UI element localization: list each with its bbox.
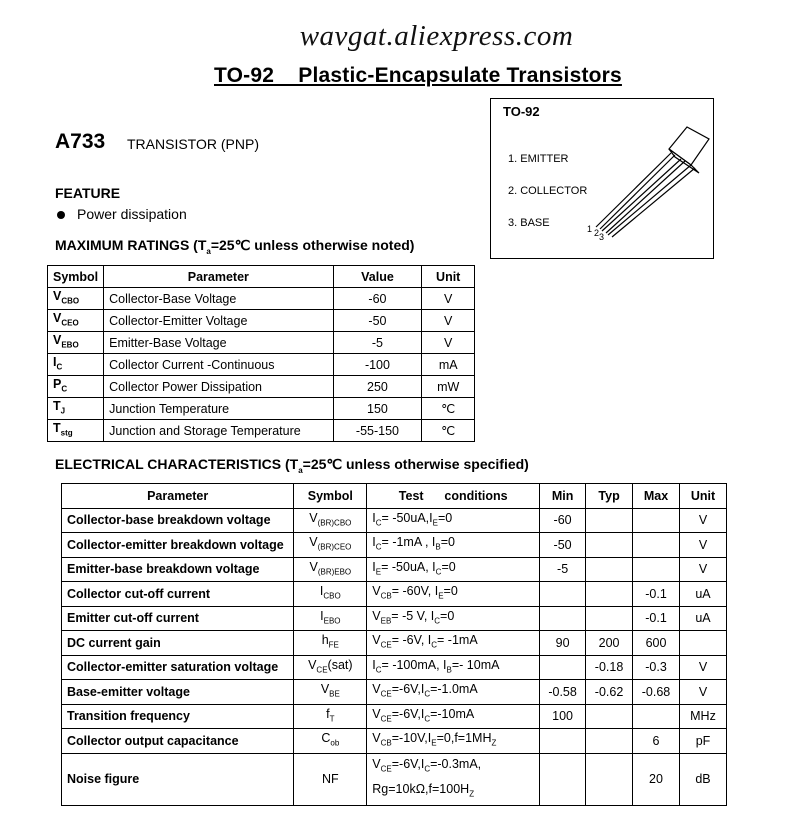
symbol-cell	[48, 420, 104, 442]
unit-cell: ℃	[422, 398, 475, 420]
parameter-cell: Junction and Storage Temperature	[104, 420, 333, 442]
value-cell: -50	[333, 310, 422, 332]
col-header-unit: Unit	[422, 266, 475, 288]
condition-sub: C	[434, 616, 441, 625]
symbol-main: I	[319, 584, 324, 598]
pin-label-collector: 2. COLLECTOR	[508, 185, 588, 197]
condition-text: I	[372, 657, 376, 672]
symbol-main: T	[53, 420, 61, 435]
condition-sub: EB	[380, 616, 392, 625]
table-row	[62, 680, 727, 705]
table-row	[62, 655, 727, 680]
max-ratings-title-pre: MAXIMUM RATINGS (T	[55, 237, 207, 253]
max-ratings-title-sub: a	[206, 246, 211, 256]
symbol-main: V	[53, 332, 62, 347]
min-cell: 100	[540, 704, 586, 729]
elec-header-row	[62, 484, 727, 509]
table-row	[48, 398, 475, 420]
condition-text: =-0.3mA,	[430, 756, 482, 771]
symbol-cell	[294, 655, 367, 680]
unit-cell: V	[679, 508, 726, 533]
condition-text: = -100mA, I	[381, 657, 447, 672]
condition-text: = -60V, I	[391, 584, 439, 598]
typ-cell	[586, 753, 633, 805]
symbol-main: T	[53, 398, 61, 413]
condition-text: I	[372, 535, 376, 549]
condition-text: =0	[440, 608, 455, 623]
col-header-symbol: Symbol	[294, 484, 367, 509]
condition-sub: C	[435, 567, 442, 576]
symbol-main: V	[309, 535, 318, 549]
lead-3-edge-b	[612, 168, 695, 237]
symbol-sub: T	[329, 714, 335, 723]
pin-number-1: 1	[587, 224, 593, 234]
unit-cell: V	[679, 533, 726, 558]
condition-text: V	[372, 682, 381, 696]
condition-sub: B	[446, 665, 452, 674]
elec-title-post: =25℃ unless otherwise specified)	[302, 456, 529, 472]
max-cell: 6	[633, 729, 680, 754]
feature-item	[55, 206, 187, 222]
value-cell: -5	[333, 332, 422, 354]
condition-text: =-6V,I	[391, 706, 425, 721]
symbol-sub: EBO	[323, 616, 341, 625]
symbol-cell	[48, 354, 104, 376]
typ-cell	[586, 704, 633, 729]
lead-1-edge-a	[596, 153, 671, 227]
symbol-sub: CE	[316, 665, 328, 674]
unit-cell	[679, 631, 726, 656]
parameter-cell: Collector output capacitance	[62, 729, 294, 754]
symbol-sub: (BR)CBO	[317, 518, 352, 527]
electrical-characteristics-table	[61, 483, 727, 806]
table-row	[62, 631, 727, 656]
max-cell: 600	[633, 631, 680, 656]
condition-cell	[367, 582, 540, 607]
unit-cell: mA	[422, 354, 475, 376]
min-cell	[540, 606, 586, 631]
condition-text: =0	[441, 559, 456, 574]
condition-cell	[367, 704, 540, 729]
unit-cell: MHz	[679, 704, 726, 729]
unit-cell: V	[679, 557, 726, 582]
symbol-cell	[48, 398, 104, 420]
symbol-sub: FE	[328, 640, 339, 650]
package-body-top	[669, 127, 709, 165]
condition-sub: CB	[380, 738, 392, 748]
table-row	[62, 533, 727, 558]
package-box	[490, 98, 714, 259]
condition-text: =-6V,I	[391, 756, 425, 771]
symbol-main: V	[320, 682, 330, 696]
unit-cell: ℃	[422, 420, 475, 442]
typ-cell	[586, 606, 633, 631]
condition-cell	[367, 655, 540, 680]
typ-cell: -0.62	[586, 680, 633, 705]
condition-cell	[367, 631, 540, 656]
pin-number-3: 3	[599, 232, 605, 242]
condition-sub: CE	[380, 714, 392, 723]
symbol-cell	[294, 582, 367, 607]
col-header-typ: Typ	[586, 484, 633, 509]
condition-sub: CE	[380, 689, 392, 699]
condition-line-2	[372, 779, 534, 805]
condition-sub: Z	[491, 738, 497, 748]
condition-cell	[367, 557, 540, 582]
col-header-parameter: Parameter	[104, 266, 333, 288]
col-header-parameter: Parameter	[62, 484, 294, 509]
symbol-main: I	[53, 354, 57, 369]
lead-2-edge-a	[602, 159, 681, 231]
symbol-main: P	[53, 376, 62, 391]
min-cell	[540, 753, 586, 805]
unit-cell: V	[679, 655, 726, 680]
symbol-sub: stg	[60, 428, 73, 438]
symbol-cell	[294, 680, 367, 705]
symbol-main: h	[321, 633, 329, 647]
condition-text: Rg=10kΩ,f=100H	[372, 782, 470, 796]
condition-text: =0	[437, 510, 453, 525]
condition-sub: E	[431, 738, 437, 748]
table-row	[48, 420, 475, 442]
pin-number-2: 2	[594, 228, 600, 238]
parameter-cell: Base-emitter voltage	[62, 680, 294, 705]
table-row	[48, 310, 475, 332]
symbol-sub: (BR)CEO	[317, 542, 352, 552]
unit-cell: uA	[679, 606, 726, 631]
table-row	[62, 729, 727, 754]
condition-text: =-10V,I	[391, 731, 432, 745]
max-cell	[633, 533, 680, 558]
col-header-test-conditions: Test conditions	[367, 484, 540, 509]
max-ratings-title	[55, 237, 414, 256]
condition-cell	[367, 753, 540, 805]
condition-sub: E	[438, 591, 444, 601]
condition-text: = -1mA , I	[381, 535, 436, 549]
condition-cell	[367, 533, 540, 558]
condition-text: = -5 V, I	[391, 608, 435, 623]
symbol-cell	[294, 533, 367, 558]
symbol-sub: J	[60, 406, 66, 416]
condition-sub: C	[424, 714, 431, 723]
condition-cell	[367, 508, 540, 533]
symbol-cell	[48, 310, 104, 332]
symbol-cell	[294, 631, 367, 656]
max-cell	[633, 557, 680, 582]
lead-2-edge-b	[606, 161, 685, 233]
col-header-max: Max	[633, 484, 680, 509]
condition-sub: C	[431, 640, 438, 650]
min-cell: -5	[540, 557, 586, 582]
max-ratings-header-row	[48, 266, 475, 288]
min-cell	[540, 729, 586, 754]
parameter-cell: Collector cut-off current	[62, 582, 294, 607]
max-cell	[633, 704, 680, 729]
value-cell: -55-150	[333, 420, 422, 442]
symbol-sub: BE	[329, 689, 340, 699]
col-header-unit: Unit	[679, 484, 726, 509]
symbol-sub: CEO	[61, 318, 79, 328]
col-header-min: Min	[540, 484, 586, 509]
symbol-cell	[48, 332, 104, 354]
unit-cell: uA	[679, 582, 726, 607]
parameter-cell: Emitter-Base Voltage	[104, 332, 333, 354]
parameter-cell: Collector-emitter saturation voltage	[62, 655, 294, 680]
bullet-icon	[57, 211, 65, 219]
condition-text: =-6V,I	[391, 682, 425, 696]
elec-title-pre: ELECTRICAL CHARACTERISTICS (T	[55, 456, 299, 472]
symbol-cell	[294, 557, 367, 582]
symbol-cell	[48, 376, 104, 398]
condition-sub: E	[375, 567, 382, 576]
symbol-cell	[294, 606, 367, 631]
condition-text: =0,f=1MH	[436, 731, 492, 745]
table-row	[48, 288, 475, 310]
page-title: TO-92 Plastic-Encapsulate Transistors	[214, 64, 622, 87]
pin-label-base: 3. BASE	[508, 217, 550, 229]
condition-cell	[367, 680, 540, 705]
col-header-symbol: Symbol	[48, 266, 104, 288]
table-row	[48, 332, 475, 354]
condition-sub: CE	[380, 640, 392, 650]
condition-sub: C	[375, 542, 382, 552]
unit-cell: V	[422, 310, 475, 332]
parameter-cell: Junction Temperature	[104, 398, 333, 420]
parameter-cell: Emitter-base breakdown voltage	[62, 557, 294, 582]
typ-cell	[586, 557, 633, 582]
feature-item-text: Power dissipation	[77, 206, 187, 222]
table-row	[62, 508, 727, 533]
table-row	[62, 557, 727, 582]
condition-sub: C	[375, 665, 382, 674]
to92-package-drawing	[491, 99, 715, 260]
max-cell: -0.1	[633, 606, 680, 631]
symbol-post: (sat)	[327, 657, 353, 672]
unit-cell: mW	[422, 376, 475, 398]
unit-cell: V	[422, 332, 475, 354]
condition-text: =- 10mA	[451, 657, 500, 672]
symbol-main: f	[326, 706, 330, 721]
parameter-cell: Collector-Base Voltage	[104, 288, 333, 310]
symbol-main: I	[320, 608, 324, 623]
parameter-cell: Transition frequency	[62, 704, 294, 729]
parameter-cell: Collector-emitter breakdown voltage	[62, 533, 294, 558]
min-cell: -50	[540, 533, 586, 558]
parameter-cell: Noise figure	[62, 753, 294, 805]
symbol-cell	[48, 288, 104, 310]
condition-text: = -1mA	[437, 633, 478, 647]
max-cell: 20	[633, 753, 680, 805]
symbol-sub: ob	[330, 738, 340, 748]
unit-cell: V	[679, 680, 726, 705]
condition-text: V	[372, 756, 381, 771]
lead-3-edge-a	[608, 165, 691, 235]
condition-line-1	[372, 754, 534, 780]
condition-sub: B	[435, 542, 441, 552]
max-ratings-table	[47, 265, 475, 442]
condition-sub: C	[375, 518, 382, 527]
symbol-sub: C	[56, 362, 63, 372]
parameter-cell: Collector-base breakdown voltage	[62, 508, 294, 533]
parameter-cell: Collector-Emitter Voltage	[104, 310, 333, 332]
part-description: TRANSISTOR (PNP)	[127, 136, 259, 152]
parameter-cell: DC current gain	[62, 631, 294, 656]
symbol-sub: CBO	[323, 591, 341, 601]
pin-label-emitter: 1. EMITTER	[508, 153, 569, 165]
condition-sub: CB	[380, 591, 392, 601]
symbol-main: C	[321, 731, 331, 745]
unit-cell: dB	[679, 753, 726, 805]
condition-text: V	[372, 608, 381, 623]
parameter-cell: Emitter cut-off current	[62, 606, 294, 631]
typ-cell	[586, 533, 633, 558]
condition-text: =0	[440, 535, 455, 549]
symbol-sub: CBO	[61, 296, 80, 306]
condition-sub: C	[424, 689, 431, 699]
value-cell: -60	[333, 288, 422, 310]
condition-text: V	[372, 633, 381, 647]
condition-text: I	[372, 510, 376, 525]
unit-cell: V	[422, 288, 475, 310]
condition-sub: Z	[469, 789, 475, 799]
symbol-sub: C	[61, 384, 68, 394]
min-cell	[540, 582, 586, 607]
typ-cell	[586, 508, 633, 533]
part-number: A733	[55, 130, 106, 153]
table-row	[62, 704, 727, 729]
condition-sub: CE	[380, 764, 392, 773]
symbol-sub: EBO	[61, 340, 79, 350]
symbol-main: V	[308, 657, 317, 672]
condition-text: I	[372, 559, 376, 574]
max-ratings-title-post: =25℃ unless otherwise noted)	[210, 237, 415, 253]
table-row	[62, 753, 727, 805]
condition-sub: C	[424, 764, 431, 773]
lead-1-edge-b	[600, 155, 675, 229]
condition-text: = -50uA,I	[381, 510, 433, 525]
condition-text: =-1.0mA	[430, 682, 478, 696]
condition-text: =0	[443, 584, 458, 598]
min-cell	[540, 655, 586, 680]
condition-text: V	[372, 731, 381, 745]
symbol-main: V	[53, 310, 62, 325]
min-cell: -0.58	[540, 680, 586, 705]
condition-sub: E	[432, 518, 438, 527]
elec-title-sub: a	[298, 465, 303, 475]
condition-text: V	[372, 584, 381, 598]
symbol-cell	[294, 729, 367, 754]
typ-cell: 200	[586, 631, 633, 656]
parameter-cell: Collector Power Dissipation	[104, 376, 333, 398]
table-row	[62, 606, 727, 631]
condition-cell	[367, 606, 540, 631]
electrical-characteristics-title	[55, 456, 529, 475]
watermark: wavgat.aliexpress.com	[299, 20, 574, 52]
col-header-value: Value	[333, 266, 422, 288]
table-row	[48, 376, 475, 398]
condition-text: = -6V, I	[391, 633, 432, 647]
unit-cell: pF	[679, 729, 726, 754]
value-cell: 150	[333, 398, 422, 420]
package-title: TO-92	[503, 104, 540, 119]
max-cell: -0.3	[633, 655, 680, 680]
typ-cell	[586, 582, 633, 607]
symbol-cell	[294, 508, 367, 533]
symbol-main: V	[309, 510, 318, 525]
typ-cell: -0.18	[586, 655, 633, 680]
min-cell: 90	[540, 631, 586, 656]
condition-cell	[367, 729, 540, 754]
typ-cell	[586, 729, 633, 754]
condition-text: = -50uA, I	[381, 559, 436, 574]
condition-text: V	[372, 706, 381, 721]
feature-heading: FEATURE	[55, 185, 121, 201]
max-cell	[633, 508, 680, 533]
value-cell: 250	[333, 376, 422, 398]
symbol-cell: NF	[294, 753, 367, 805]
table-row	[62, 582, 727, 607]
max-cell: -0.68	[633, 680, 680, 705]
value-cell: -100	[333, 354, 422, 376]
parameter-cell: Collector Current -Continuous	[104, 354, 333, 376]
symbol-main: V	[309, 559, 318, 574]
max-cell: -0.1	[633, 582, 680, 607]
symbol-cell	[294, 704, 367, 729]
symbol-sub: (BR)EBO	[317, 567, 352, 576]
condition-text: =-10mA	[430, 706, 475, 721]
min-cell: -60	[540, 508, 586, 533]
symbol-main: V	[53, 288, 62, 303]
table-row	[48, 354, 475, 376]
